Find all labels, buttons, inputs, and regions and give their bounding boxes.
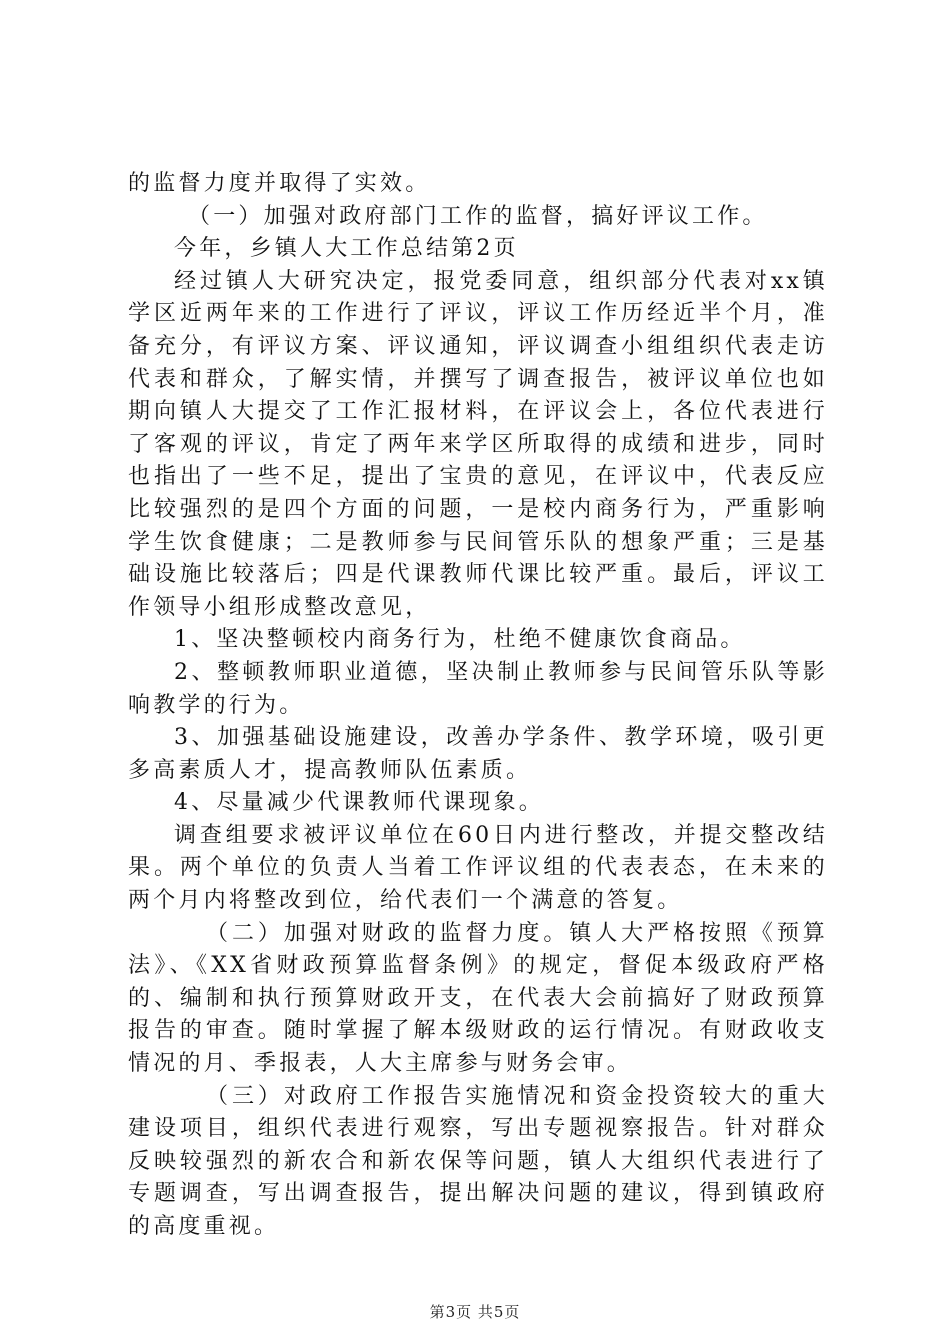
list-item-4: 4、尽量减少代课教师代课现象。 xyxy=(174,790,544,816)
list-item-1: 1、坚决整顿校内商务行为，杜绝不健康饮食商品。 xyxy=(174,627,746,653)
section-heading-2-paragraph: （二）加强对财政的监督力度。镇人大严格按照《预算法》、《XX省财政预算监督条例》的规定，督促本级政府严格的、编制和执行预算财政开支，在代表大会前搞好了财政预算报告的审查。随时掌握了解本级财政的运行情况。有财政收支情况的月、季报表，人大主席参与财务会审。 xyxy=(128,920,828,1077)
paragraph-review-process: 经过镇人大研究决定，报党委同意，组织部分代表对xx镇学区近两年来的工作进行了评议，评议工作历经近半个月，准备充分，有评议方案、评议通知，评议调查小组组织代表走访代表和群众，了解实情，并撰写了调查报告，被评议单位也如期向镇人大提交了工作汇报材料，在评议会上，各位代表进行了客观的评议，肯定了两年来学区所取得的成绩和进步，同时也指出了一些不足，提出了宝贵的意见，在评议中，代表反应比较强烈的是四个方面的问题，一是校内商务行为，严重影响学生饮食健康；二是教师参与民间管乐队的想象严重；三是基础设施比较落后；四是代课教师代课比较严重。最后，评议工作领导小组形成整改意见， xyxy=(128,268,828,620)
page-summary-line: 今年，乡镇人大工作总结第2页 xyxy=(174,236,519,262)
list-item-3: 3、加强基础设施建设，改善办学条件、教学环境，吸引更多高素质人才，提高教师队伍素质。 xyxy=(128,725,828,783)
page-number-footer: 第3页 共5页 xyxy=(429,1303,521,1321)
document-body xyxy=(128,168,828,1244)
list-item-2: 2、整顿教师职业道德，坚决制止教师参与民间管乐队等影响教学的行为。 xyxy=(128,659,828,718)
section-heading-1: （一）加强对政府部门工作的监督，搞好评议工作。 xyxy=(188,203,768,229)
paragraph-continuation: 的监督力度并取得了实效。 xyxy=(128,171,431,196)
paragraph-rectification: 调查组要求被评议单位在60日内进行整改，并提交整改结果。两个单位的负责人当着工作评议组的代表表态，在未来的两个月内将整改到位，给代表们一个满意的答复。 xyxy=(128,822,828,914)
section-heading-3-paragraph: （三）对政府工作报告实施情况和资金投资较大的重大建设项目，组织代表进行观察，写出专题视察报告。针对群众反映较强烈的新农合和新农保等问题，镇人大组织代表进行了专题调查，写出调查报告，提出解决问题的建议，得到镇政府的高度重视。 xyxy=(128,1083,828,1239)
